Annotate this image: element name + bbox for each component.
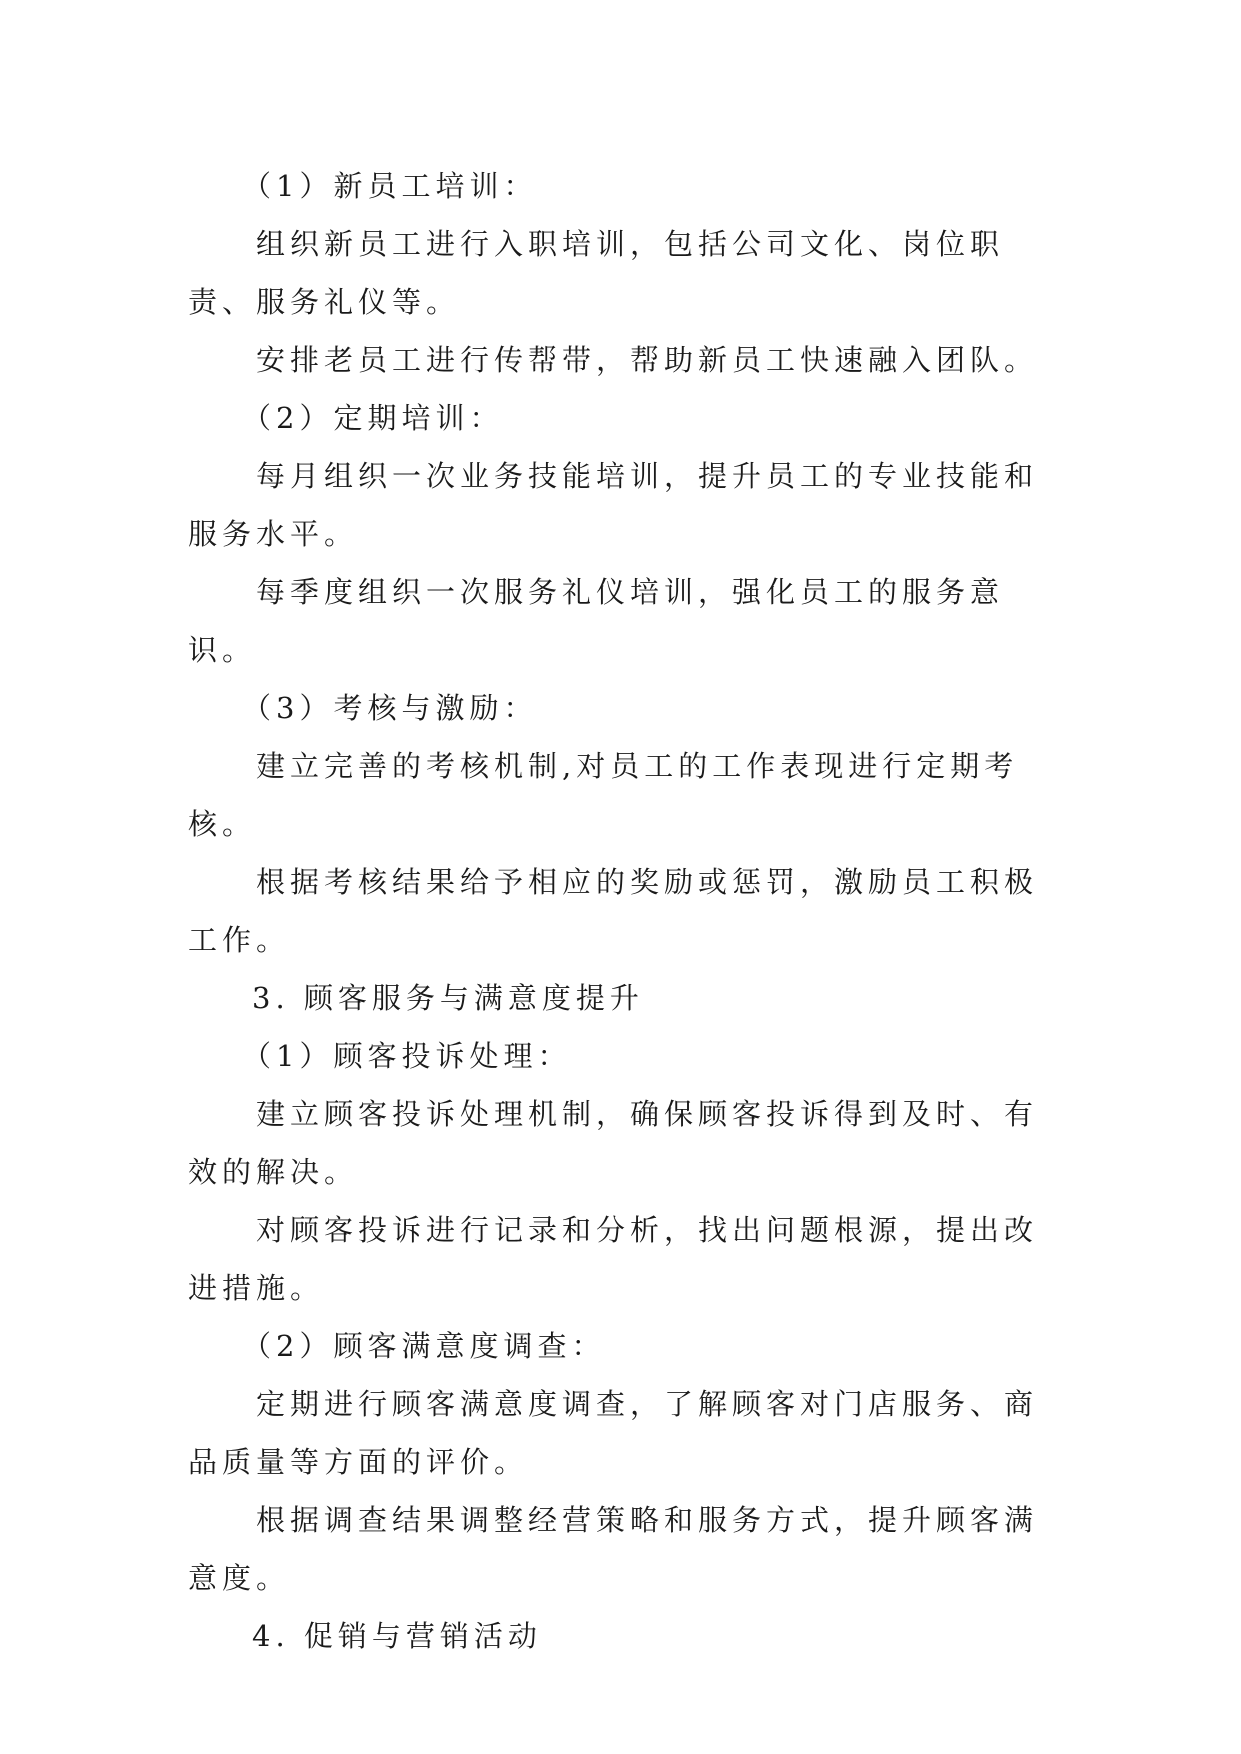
paragraph: 建立完善的考核机制,对员工的工作表现进行定期考核。 [188, 749, 1019, 841]
document-body [188, 157, 1068, 1665]
sub-heading-new-employee-training: （1）新员工培训： [242, 169, 538, 203]
sub-heading-regular-training: （2）定期培训： [242, 401, 504, 435]
section-heading-promotion-marketing: 4. 促销与营销活动 [252, 1619, 542, 1653]
section-heading-customer-service: 3. 顾客服务与满意度提升 [252, 981, 644, 1015]
paragraph: 定期进行顾客满意度调查，了解顾客对门店服务、商品质量等方面的评价。 [188, 1387, 1039, 1479]
paragraph: 根据考核结果给予相应的奖励或惩罚，激励员工积极工作。 [188, 865, 1039, 957]
paragraph: 每月组织一次业务技能培训，提升员工的专业技能和服务水平。 [188, 459, 1039, 551]
paragraph: 组织新员工进行入职培训，包括公司文化、岗位职责、服务礼仪等。 [188, 227, 1005, 319]
sub-heading-complaint-handling: （1）顾客投诉处理： [242, 1039, 572, 1073]
paragraph: 根据调查结果调整经营策略和服务方式，提升顾客满意度。 [188, 1503, 1039, 1595]
sub-heading-assessment-incentive: （3）考核与激励： [242, 691, 538, 725]
sub-heading-satisfaction-survey: （2）顾客满意度调查： [242, 1329, 606, 1363]
paragraph: 安排老员工进行传帮带，帮助新员工快速融入团队。 [256, 343, 1039, 377]
paragraph: 对顾客投诉进行记录和分析，找出问题根源，提出改进措施。 [188, 1213, 1039, 1305]
paragraph: 建立顾客投诉处理机制，确保顾客投诉得到及时、有效的解决。 [188, 1097, 1039, 1189]
paragraph: 每季度组织一次服务礼仪培训，强化员工的服务意识。 [188, 575, 1005, 667]
